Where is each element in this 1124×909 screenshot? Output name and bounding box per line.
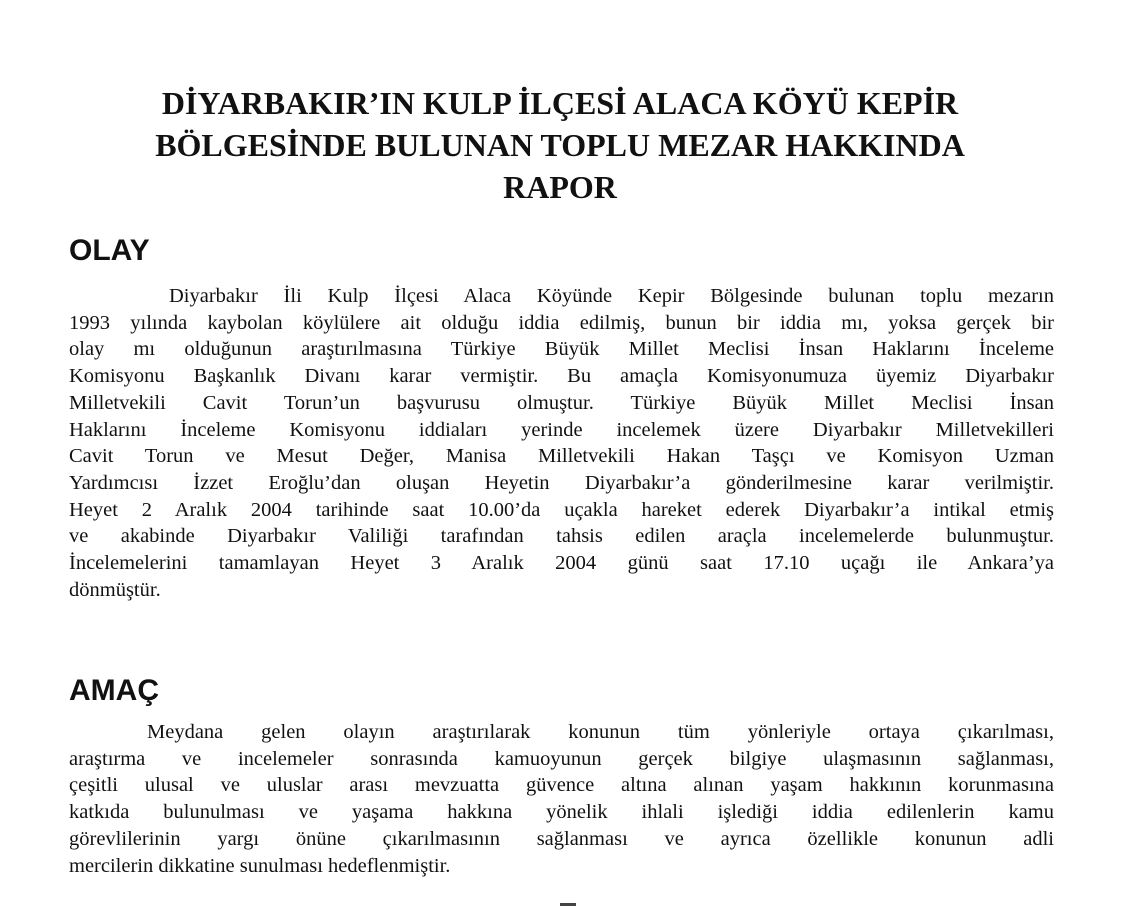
paragraph-line: Diyarbakır İli Kulp İlçesi Alaca Köyünde Kepir Bölgesinde bulunan toplu mezarın	[169, 285, 1054, 307]
paragraph-line: İncelemelerini tamamlayan Heyet 3 Aralık 2004 günü saat 17.10 uçağı ile Ankara’ya	[69, 552, 1054, 575]
paragraph-line: mercilerin dikkatine sunulması hedeflenmiştir.	[69, 854, 451, 877]
paragraph-line: araştırma ve incelemeler sonrasında kamuoyunun gerçek bilgiye ulaşmasının sağlanması,	[69, 747, 1054, 770]
paragraph-line: Yardımcısı İzzet Eroğlu’dan oluşan Heyetin Diyarbakır’a gönderilmesine karar verilmiştir.	[69, 471, 1054, 494]
paragraph-line: Milletvekili Cavit Torun’un başvurusu olmuştur. Türkiye Büyük Millet Meclisi İnsan	[69, 391, 1054, 414]
paragraph-line: olay mı olduğunun araştırılmasına Türkiye Büyük Millet Meclisi İnsan Haklarını İnceleme	[69, 338, 1054, 361]
document-title	[60, 82, 1060, 208]
paragraph-line: Komisyonu Başkanlık Divanı karar vermiştir. Bu amaçla Komisyonumuza üyemiz Diyarbakır	[69, 365, 1054, 388]
section-paragraph-olay	[69, 283, 1054, 603]
section-heading-amac: AMAÇ	[69, 674, 159, 707]
paragraph-line: Haklarını İnceleme Komisyonu iddiaları yerinde incelemek üzere Diyarbakır Milletvekilleri	[69, 418, 1054, 441]
paragraph-line: Cavit Torun ve Mesut Değer, Manisa Milletvekili Hakan Taşçı ve Komisyon Uzman	[69, 445, 1054, 468]
paragraph-line: görevlilerinin yargı önüne çıkarılmasının sağlanması ve ayrıca özellikle konunun adli	[69, 827, 1054, 850]
title-line: RAPOR	[503, 169, 617, 205]
title-line: DİYARBAKIR’IN KULP İLÇESİ ALACA KÖYÜ KEPİR	[161, 85, 959, 121]
paragraph-line: dönmüştür.	[69, 578, 161, 601]
page-edge-mark	[560, 903, 576, 906]
paragraph-line: 1993 yılında kaybolan köylülere ait olduğu iddia edilmiş, bunun bir iddia mı, yoksa gerçek bir	[69, 311, 1054, 334]
paragraph-line: katkıda bulunulması ve yaşama hakkına yönelik ihlali işlediği iddia edilenlerin kamu	[69, 801, 1054, 824]
title-line: BÖLGESİNDE BULUNAN TOPLU MEZAR HAKKINDA	[155, 127, 965, 163]
section-paragraph-amac	[69, 719, 1054, 879]
paragraph-line: çeşitli ulusal ve uluslar arası mevzuatta güvence altına alınan yaşam hakkının korunmasına	[69, 774, 1054, 797]
section-heading-olay: OLAY	[69, 234, 150, 267]
paragraph-line: Heyet 2 Aralık 2004 tarihinde saat 10.00’da uçakla hareket ederek Diyarbakır’a intikal etmiş	[69, 498, 1054, 521]
paragraph-line: ve akabinde Diyarbakır Valiliği tarafından tahsis edilen araçla incelemelerde bulunmuştur.	[69, 525, 1054, 548]
paragraph-line: Meydana gelen olayın araştırılarak konunun tüm yönleriyle ortaya çıkarılması,	[147, 721, 1054, 743]
